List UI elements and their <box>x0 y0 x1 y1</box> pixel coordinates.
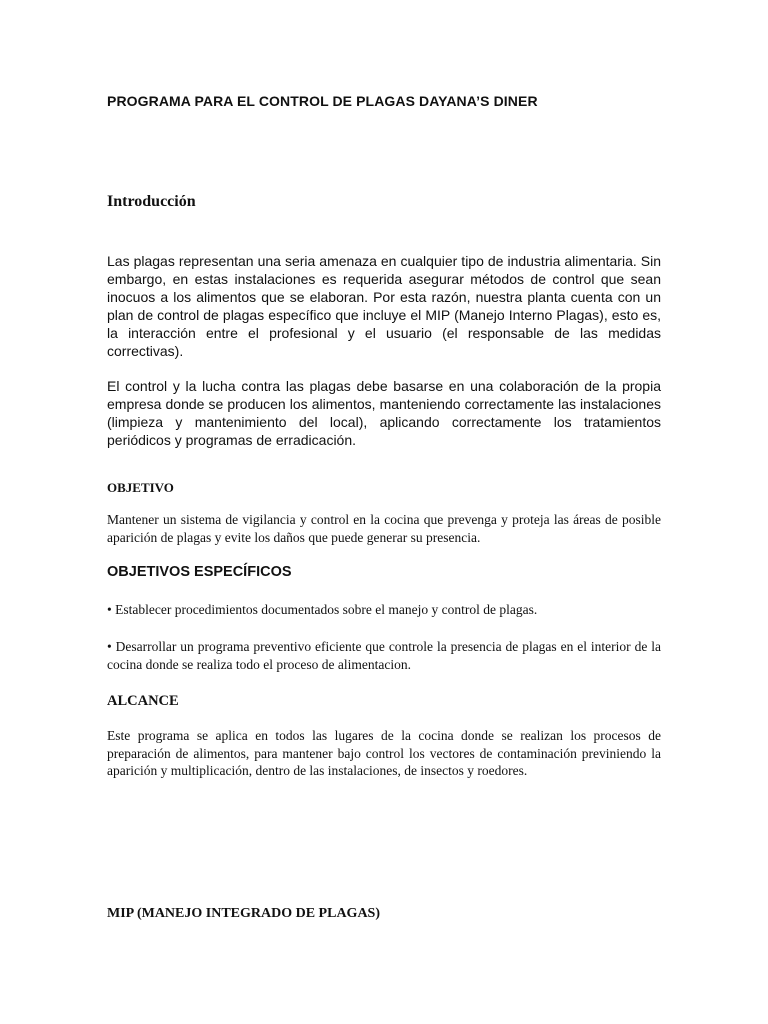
introduccion-paragraph-2: El control y la lucha contra las plagas debe basarse en una colaboración de la propia empresa donde se producen los alimentos, manteniendo correctamente las instalaciones (limpieza y mantenimiento del local), aplicando correctamente los tratamientos periódicos y programas de erradicación. <box>107 378 661 448</box>
objetivo-especifico-item-1 <box>107 601 661 619</box>
objetivo-especifico-text-2: Desarrollar un programa preventivo eficiente que controle la presencia de plagas en el interior de la cocina donde se realiza todo el proceso de alimentacion. <box>107 639 661 672</box>
objetivo-especifico-item-2 <box>107 638 661 673</box>
alcance-text: Este programa se aplica en todos las lugares de la cocina donde se realizan los procesos de preparación de alimentos, para mantener bajo control los vectores de contaminación previniendo la aparición y multiplicación, dentro de las instalaciones, de insectos y roedores. <box>107 728 661 778</box>
objetivos-especificos-heading: OBJETIVOS ESPECÍFICOS <box>107 564 292 580</box>
objetivo-text: Mantener un sistema de vigilancia y control en la cocina que prevenga y proteja las áreas de posible aparición de plagas y evite los daños que puede generar su presencia. <box>107 512 661 545</box>
introduccion-paragraph-1: Las plagas representan una seria amenaza en cualquier tipo de industria alimentaria. Sin embargo, en estas instalaciones es requerida asegurar métodos de control que sean inocuos a los alimentos que se elaboran. Por esta razón, nuestra planta cuenta con un plan de control de plagas específico que incluye el MIP (Manejo Interno Plagas), esto es, la interacción entre el profesional y el usuario (el responsable de las medidas correctivas). <box>107 253 661 359</box>
alcance-heading: ALCANCE <box>107 693 179 709</box>
mip-heading: MIP (MANEJO INTEGRADO DE PLAGAS) <box>107 906 381 921</box>
document-title: PROGRAMA PARA EL CONTROL DE PLAGAS DAYANA’S DINER <box>107 93 538 109</box>
introduccion-heading: Introducción <box>107 193 196 210</box>
objetivo-especifico-text-1: Establecer procedimientos documentados sobre el manejo y control de plagas. <box>115 602 538 617</box>
bullet-icon: • <box>107 639 112 654</box>
objetivo-heading: OBJETIVO <box>107 480 174 495</box>
bullet-icon: • <box>107 602 112 617</box>
